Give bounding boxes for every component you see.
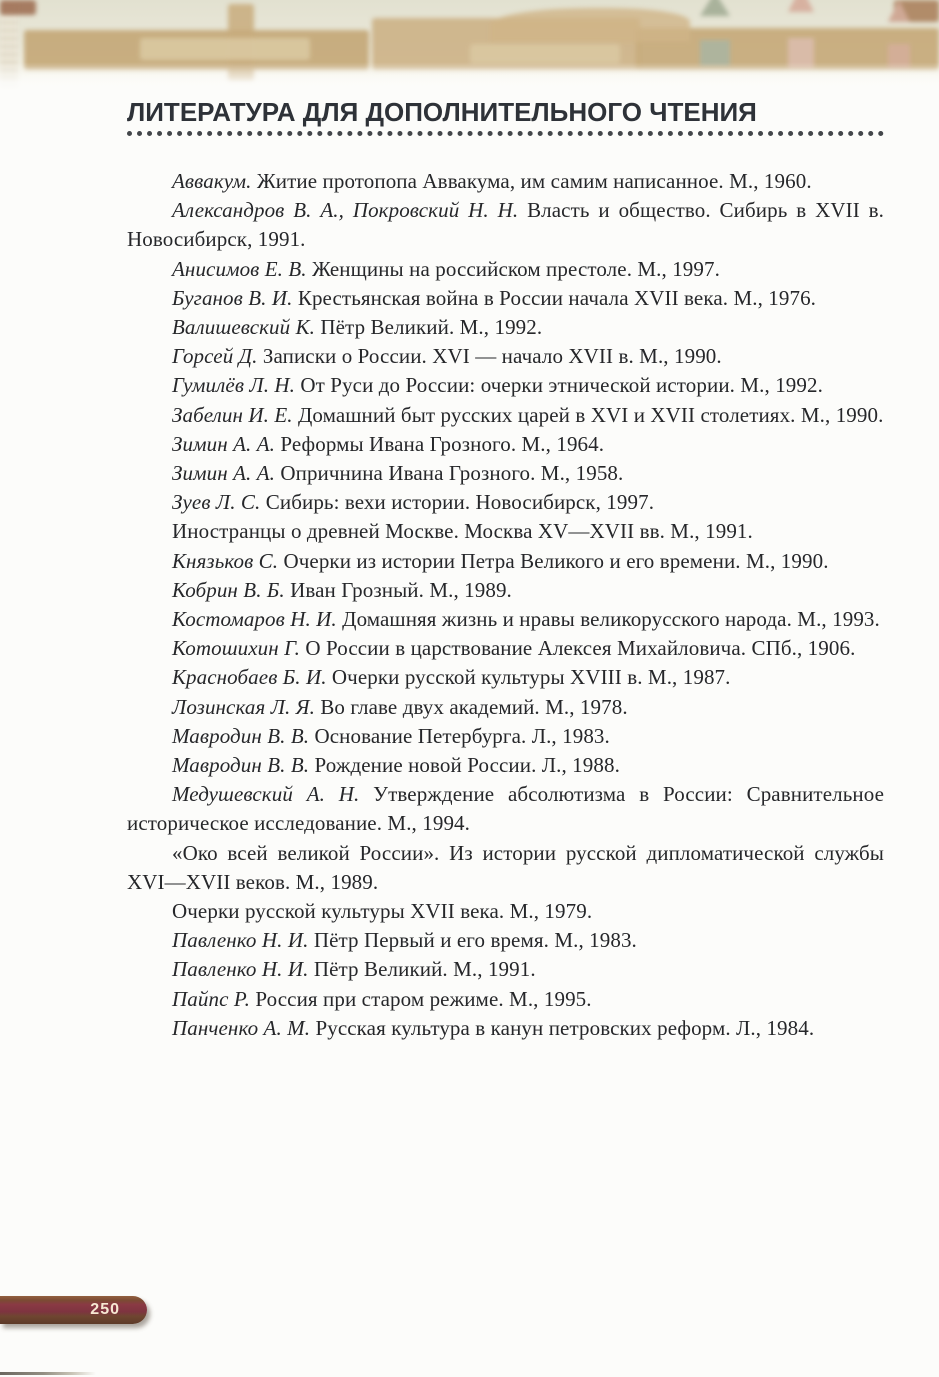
entry-text: Домашняя жизнь и нравы великорусского народа. М., 1993.: [342, 607, 880, 632]
bibliography-entry: [127, 634, 884, 663]
entry-text: Иван Грозный. М., 1989.: [290, 577, 512, 602]
bibliography-entry: [127, 780, 884, 838]
bibliography-entry: [127, 1014, 884, 1043]
bibliography-entry: [127, 284, 884, 313]
entry-text: Опричнина Ивана Грозного. М., 1958.: [280, 461, 624, 486]
entry-text: «Око всей великой России». Из истории русской дипломатической службы XVI—XVII веков. М., 1989.: [127, 840, 884, 894]
bibliography-entry: [127, 517, 884, 546]
bibliography-entry: [127, 547, 884, 576]
entry-text: Записки о России. XVI — начало XVII в. М., 1990.: [262, 344, 722, 369]
entry-author: Павленко Н. И.: [172, 957, 309, 982]
bibliography-entry: [127, 926, 884, 955]
bibliography-entry: [127, 722, 884, 751]
bibliography-entry: [127, 255, 884, 284]
entry-author: Панченко А. М.: [172, 1015, 311, 1040]
entry-author: Зимин А. А.: [172, 431, 275, 456]
entry-author: Лозинская Л. Я.: [172, 694, 315, 719]
bibliography-entry: [127, 196, 884, 254]
bibliography-entry: [127, 663, 884, 692]
page-title: ЛИТЕРАТУРА ДЛЯ ДОПОЛНИТЕЛЬНОГО ЧТЕНИЯ: [127, 97, 757, 127]
entry-text: Житие протопопа Аввакума, им самим написанное. М., 1960.: [256, 169, 812, 193]
entry-text: Пётр Великий. М., 1992.: [320, 315, 543, 340]
bibliography-entry: [127, 430, 884, 459]
entry-author: Анисимов Е. В.: [172, 256, 307, 281]
entry-author: Мавродин В. В.: [172, 723, 310, 748]
entry-text: Реформы Ивана Грозного. М., 1964.: [280, 431, 605, 456]
entry-author: Зуев Л. С.: [172, 490, 261, 515]
bibliography-entry: [127, 576, 884, 605]
collage-bottom-fade: [0, 62, 939, 92]
entry-text: Утверждение абсолютизма в России: Сравнительное историческое исследование. М., 1994.: [127, 782, 884, 836]
entry-author: Павленко Н. И.: [172, 928, 309, 953]
bibliography-entry: [127, 751, 884, 780]
collage-fragment: [140, 38, 310, 60]
entry-author: Аввакум.: [172, 169, 252, 193]
entry-author: Медушевский А. Н.: [172, 782, 360, 807]
entry-text: Иностранцы о древней Москве. Москва XV—XVII вв. М., 1991.: [172, 519, 753, 544]
bibliography-entry: [127, 693, 884, 722]
entry-text: Россия при старом режиме. М., 1995.: [255, 986, 592, 1011]
entry-text: Крестьянская война в России начала XVII века. М., 1976.: [297, 285, 817, 310]
bibliography-entry: [127, 897, 884, 926]
bibliography-entry: [127, 342, 884, 371]
entry-author: Буганов В. И.: [172, 285, 293, 310]
page-content: [127, 97, 884, 1043]
entry-author: Краснобаев Б. И.: [172, 665, 327, 690]
entry-text: От Руси до России: очерки этнической истории. М., 1992.: [300, 373, 823, 398]
bibliography-entry: [127, 313, 884, 342]
bibliography-entry: [127, 839, 884, 897]
entry-author: Валишевский К.: [172, 315, 315, 340]
entry-text: Женщины на российском престоле. М., 1997.: [312, 256, 720, 281]
collage-fragment: [490, 8, 690, 42]
entry-text: О России в царствование Алексея Михайловича. СПб., 1906.: [305, 636, 856, 661]
entry-text: Русская культура в канун петровских реформ. Л., 1984.: [315, 1015, 815, 1040]
bibliography-entry: [127, 167, 884, 196]
entry-author: Мавродин В. В.: [172, 753, 310, 778]
bibliography-entry: [127, 605, 884, 634]
entry-author: Котошихин Г.: [172, 636, 300, 661]
entry-author: Гумилёв Л. Н.: [172, 373, 296, 398]
bibliography-entry: [127, 371, 884, 400]
entry-text: Пётр Первый и его время. М., 1983.: [313, 928, 637, 953]
page-number: 250: [90, 1301, 120, 1318]
entry-author: Горсей Д.: [172, 344, 258, 369]
bibliography-entry: [127, 985, 884, 1014]
scan-edge-artifact: [0, 1372, 96, 1375]
entry-author: Князьков С.: [172, 548, 279, 573]
page-number-tab: [0, 1296, 147, 1324]
entry-author: Костомаров Н. И.: [172, 607, 337, 632]
entry-text: Рождение новой России. Л., 1988.: [314, 753, 620, 778]
entry-text: Пётр Великий. М., 1991.: [313, 957, 536, 982]
entry-text: Очерки из истории Петра Великого и его времени. М., 1990.: [283, 548, 829, 573]
entry-text: Власть и общество. Сибирь в XVII в. Новосибирск, 1991.: [127, 198, 884, 252]
entry-author: Забелин И. Е.: [172, 402, 293, 427]
bibliography-entry: [127, 459, 884, 488]
entry-author: Кобрин В. Б.: [172, 577, 285, 602]
entry-author: Пайпс Р.: [172, 986, 251, 1011]
entry-text: Сибирь: вехи истории. Новосибирск, 1997.: [265, 490, 655, 515]
collage-fragment: [470, 44, 620, 64]
bibliography-entry: [127, 488, 884, 517]
entry-text: Очерки русской культуры XVIII в. М., 1987.: [331, 665, 731, 690]
dotted-rule-divider: [127, 131, 884, 136]
kremlin-tower-silhouette: [700, 16, 730, 66]
entry-author: Зимин А. А.: [172, 461, 275, 486]
entry-text: Во главе двух академий. М., 1978.: [320, 694, 628, 719]
bibliography-entry: [127, 955, 884, 984]
entry-text: Домашний быт русских царей в XVI и XVII столетиях. М., 1990.: [297, 402, 884, 427]
bibliography-list: [127, 167, 884, 1043]
kremlin-tower-silhouette: [788, 12, 814, 68]
entry-author: Александров В. А., Покровский Н. Н.: [172, 198, 519, 223]
entry-text: Очерки русской культуры XVII века. М., 1979.: [172, 899, 593, 924]
header-collage-image: [0, 0, 939, 92]
bibliography-entry: [127, 401, 884, 430]
entry-text: Основание Петербурга. Л., 1983.: [314, 723, 610, 748]
collage-fragment: [0, 0, 36, 15]
